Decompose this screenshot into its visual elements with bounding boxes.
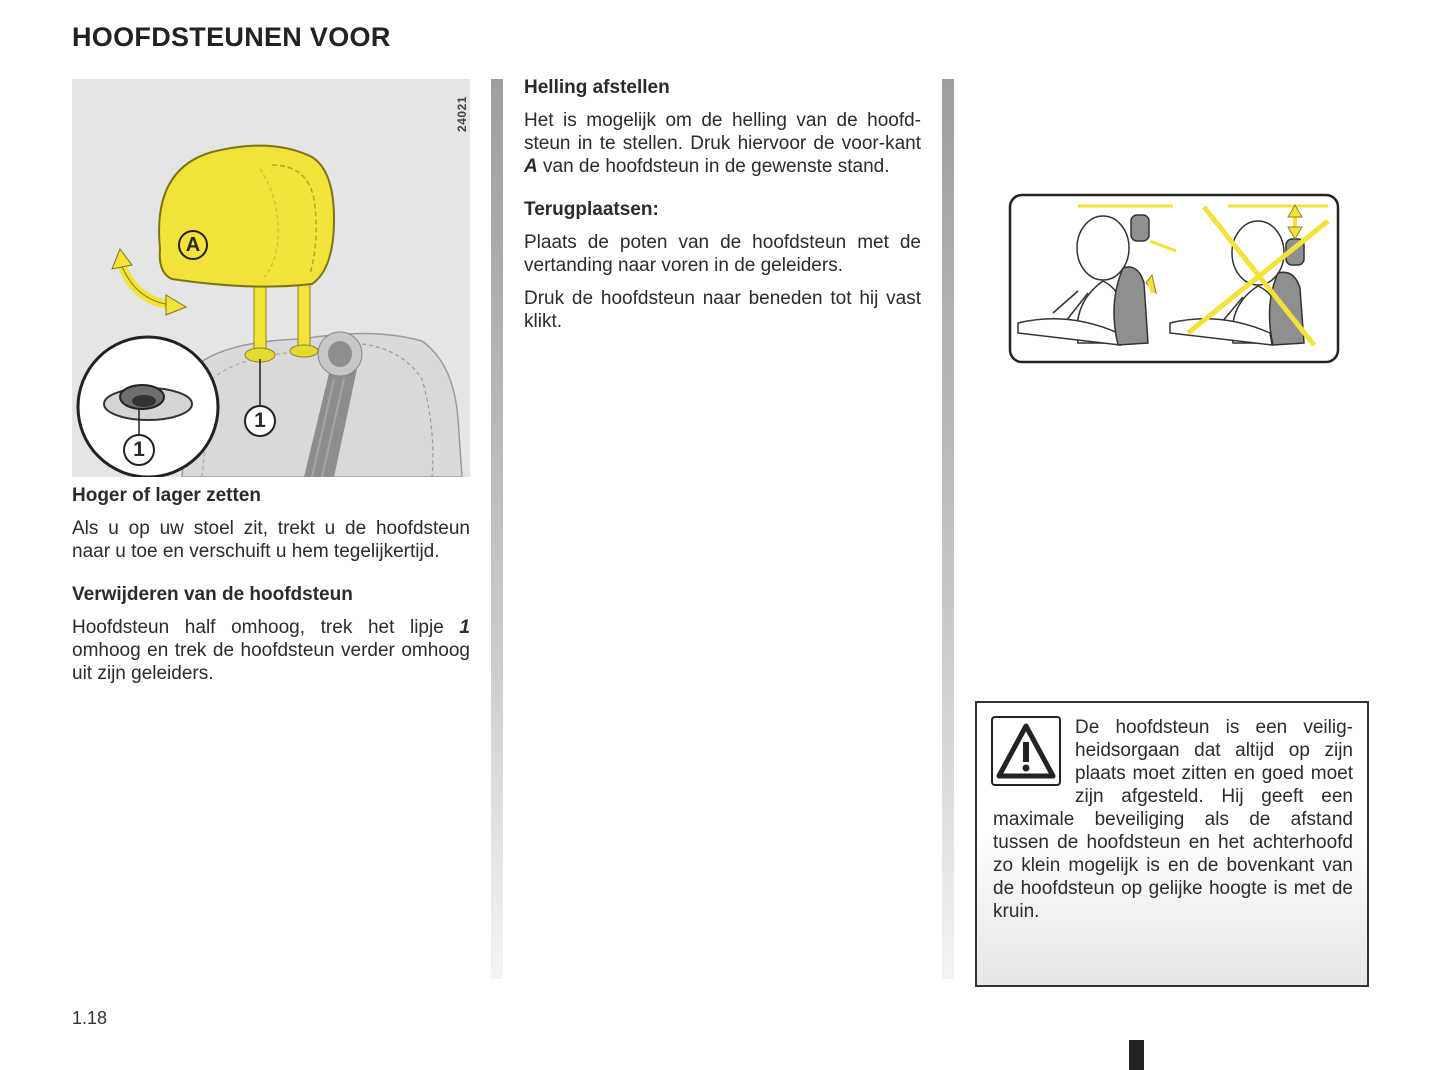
headrest-illustration bbox=[72, 79, 470, 477]
heading-height-adjust: Hoger of lager zetten bbox=[72, 485, 261, 506]
figure-ref-code: 24021 bbox=[454, 96, 469, 132]
label-a: A bbox=[178, 230, 208, 260]
heading-remove: Verwijderen van de hoofdsteun bbox=[72, 584, 353, 605]
column-divider-2 bbox=[942, 79, 954, 979]
para-remove: Hoofdsteun half omhoog, trek het lipje 1 omhoog en trek de hoofdsteun verder omhoog uit zijn geleiders. bbox=[72, 617, 470, 684]
label-1-inset: 1 bbox=[123, 434, 155, 466]
page-edge-marker bbox=[1129, 1040, 1144, 1070]
page-number: 1.18 bbox=[72, 1008, 108, 1028]
warning-text: De hoofdsteun is een veilig-heidsorgaan dat altijd op zijn plaats moet zitten en goed moet zijn afgesteld. Hij geeft een maximale beveiliging als de afstand tussen de hoofdsteun en het achterhoofd zo klein mogelijk is en de bovenkant van de hoofdsteun op gelijke hoogte is met de kruin. bbox=[993, 717, 1353, 922]
column-left bbox=[72, 484, 470, 695]
para-refit-2: Druk de hoofdsteun naar beneden tot hij vast klikt. bbox=[524, 288, 921, 332]
para-refit-1: Plaats de poten van de hoofdsteun met de vertanding naar voren in de geleiders. bbox=[524, 232, 921, 276]
heading-refit: Terugplaatsen: bbox=[524, 199, 659, 220]
position-drawing bbox=[1008, 193, 1340, 364]
page-title: HOOFDSTEUNEN VOOR bbox=[72, 22, 391, 52]
warning-icon bbox=[991, 716, 1061, 786]
para-tilt: Het is mogelijk om de helling van de hoofd-steun in te stellen. Druk hiervoor de voor-kant A van de hoofdsteun in de gewenste stand. bbox=[524, 110, 921, 177]
column-middle bbox=[524, 76, 921, 343]
label-1-top: 1 bbox=[244, 405, 276, 437]
warning-box bbox=[975, 701, 1369, 987]
para-height-adjust: Als u op uw stoel zit, trekt u de hoofdsteun naar u toe en verschuift u hem tegelijkertijd. bbox=[72, 518, 470, 562]
headrest-position-figure bbox=[1008, 193, 1340, 364]
column-divider-1 bbox=[491, 79, 503, 979]
heading-tilt: Helling afstellen bbox=[524, 77, 670, 98]
